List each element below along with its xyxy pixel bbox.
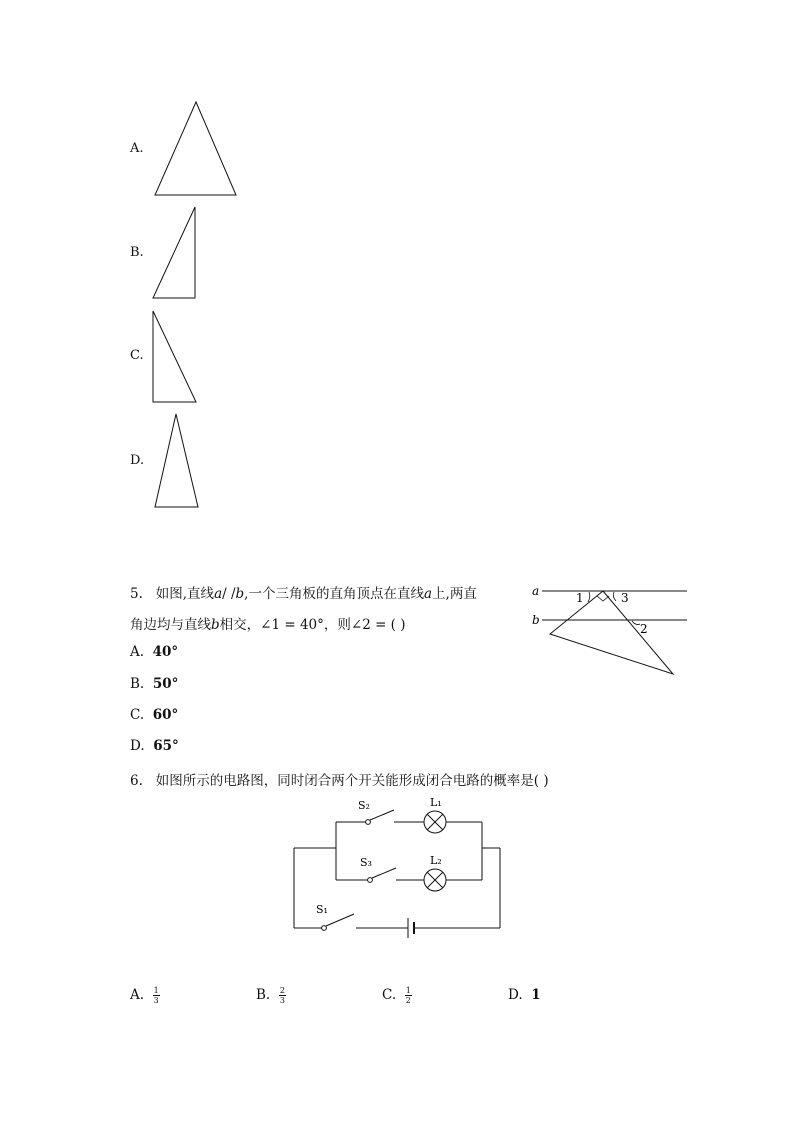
label-a: a [532, 584, 540, 598]
option-letter: B. [256, 987, 271, 1003]
angle-1-label: 1 [576, 591, 584, 605]
angle-3-arc [613, 592, 616, 601]
question-6-number: 6. [130, 773, 143, 789]
option-value: 40° [152, 644, 179, 660]
q5-text: 角边均与直线 [130, 617, 211, 633]
option-value: 1 [531, 987, 541, 1003]
var-a: a [423, 586, 433, 602]
option-value: 50° [152, 676, 179, 692]
option-a-triangle[interactable] [150, 98, 242, 200]
option-d-label: D. [130, 453, 145, 468]
question-5-number: 5. [130, 586, 143, 602]
option-c-label: C. [130, 348, 144, 363]
label-l2: L₂ [430, 854, 442, 867]
label-s2: S₂ [358, 799, 370, 812]
label-s3: S₃ [360, 856, 372, 869]
option-letter: D. [130, 738, 145, 754]
switch-s3 [368, 878, 373, 883]
lamp-l2 [424, 869, 446, 891]
q6-option-d[interactable] [508, 987, 541, 1003]
label-b: b [532, 613, 540, 627]
q5-option-a[interactable] [130, 644, 178, 660]
angle-2-arc [632, 621, 640, 625]
q5-text: ,一个三角板的直角顶点在直线 [244, 586, 424, 602]
fraction [153, 986, 160, 1005]
circuit-diagram [290, 792, 506, 940]
battery [408, 918, 414, 938]
q5-text: 如图,直线 [155, 586, 215, 602]
angle-2-label: 2 [640, 622, 648, 636]
option-letter: D. [508, 987, 523, 1003]
option-letter: A. [130, 644, 145, 660]
denominator: 3 [153, 996, 159, 1005]
denominator: 2 [405, 996, 411, 1005]
lamp-l1 [424, 811, 446, 833]
option-letter: B. [130, 676, 145, 692]
angle-1-arc [588, 592, 590, 602]
fraction [405, 986, 412, 1005]
question-6-text: 如图所示的电路图，同时闭合两个开关能形成闭合电路的概率是( ) [155, 773, 549, 789]
fraction [279, 986, 286, 1005]
var-b: b [211, 617, 220, 633]
q5-text: 相交，∠1 = 40°，则∠2 = ( ) [219, 617, 406, 633]
angle-3-label: 3 [621, 591, 629, 605]
question-6-line [130, 769, 549, 789]
option-b-triangle[interactable] [148, 203, 200, 303]
numerator: 2 [279, 986, 285, 995]
var-a: a [214, 586, 223, 602]
q5-option-d[interactable] [130, 738, 179, 754]
q5-option-c[interactable] [130, 707, 178, 723]
switch-s1 [322, 926, 327, 931]
q5-figure [528, 578, 694, 682]
parallel-sign: / / [222, 586, 236, 602]
option-letter: A. [130, 987, 145, 1003]
numerator: 1 [405, 986, 411, 995]
option-a-label: A. [130, 141, 144, 156]
option-b-label: B. [130, 245, 144, 260]
set-square [550, 591, 673, 674]
q6-option-a[interactable] [130, 986, 160, 1005]
label-l1: L₁ [430, 796, 442, 809]
option-letter: C. [130, 707, 145, 723]
question-5-line-1 [130, 582, 477, 602]
option-letter: C. [382, 987, 397, 1003]
q5-text: 上,两直 [432, 586, 477, 602]
var-b: b [235, 586, 245, 602]
q5-option-b[interactable] [130, 676, 178, 692]
question-5-line-2 [130, 613, 406, 633]
q6-option-c[interactable] [382, 986, 412, 1005]
option-value: 65° [153, 738, 179, 754]
option-d-triangle[interactable] [150, 410, 202, 512]
option-c-triangle[interactable] [148, 307, 202, 407]
denominator: 3 [279, 996, 285, 1005]
q6-option-b[interactable] [256, 986, 286, 1005]
option-value: 60° [152, 707, 179, 723]
switch-s2 [366, 820, 371, 825]
label-s1: S₁ [316, 903, 328, 916]
numerator: 1 [153, 986, 159, 995]
